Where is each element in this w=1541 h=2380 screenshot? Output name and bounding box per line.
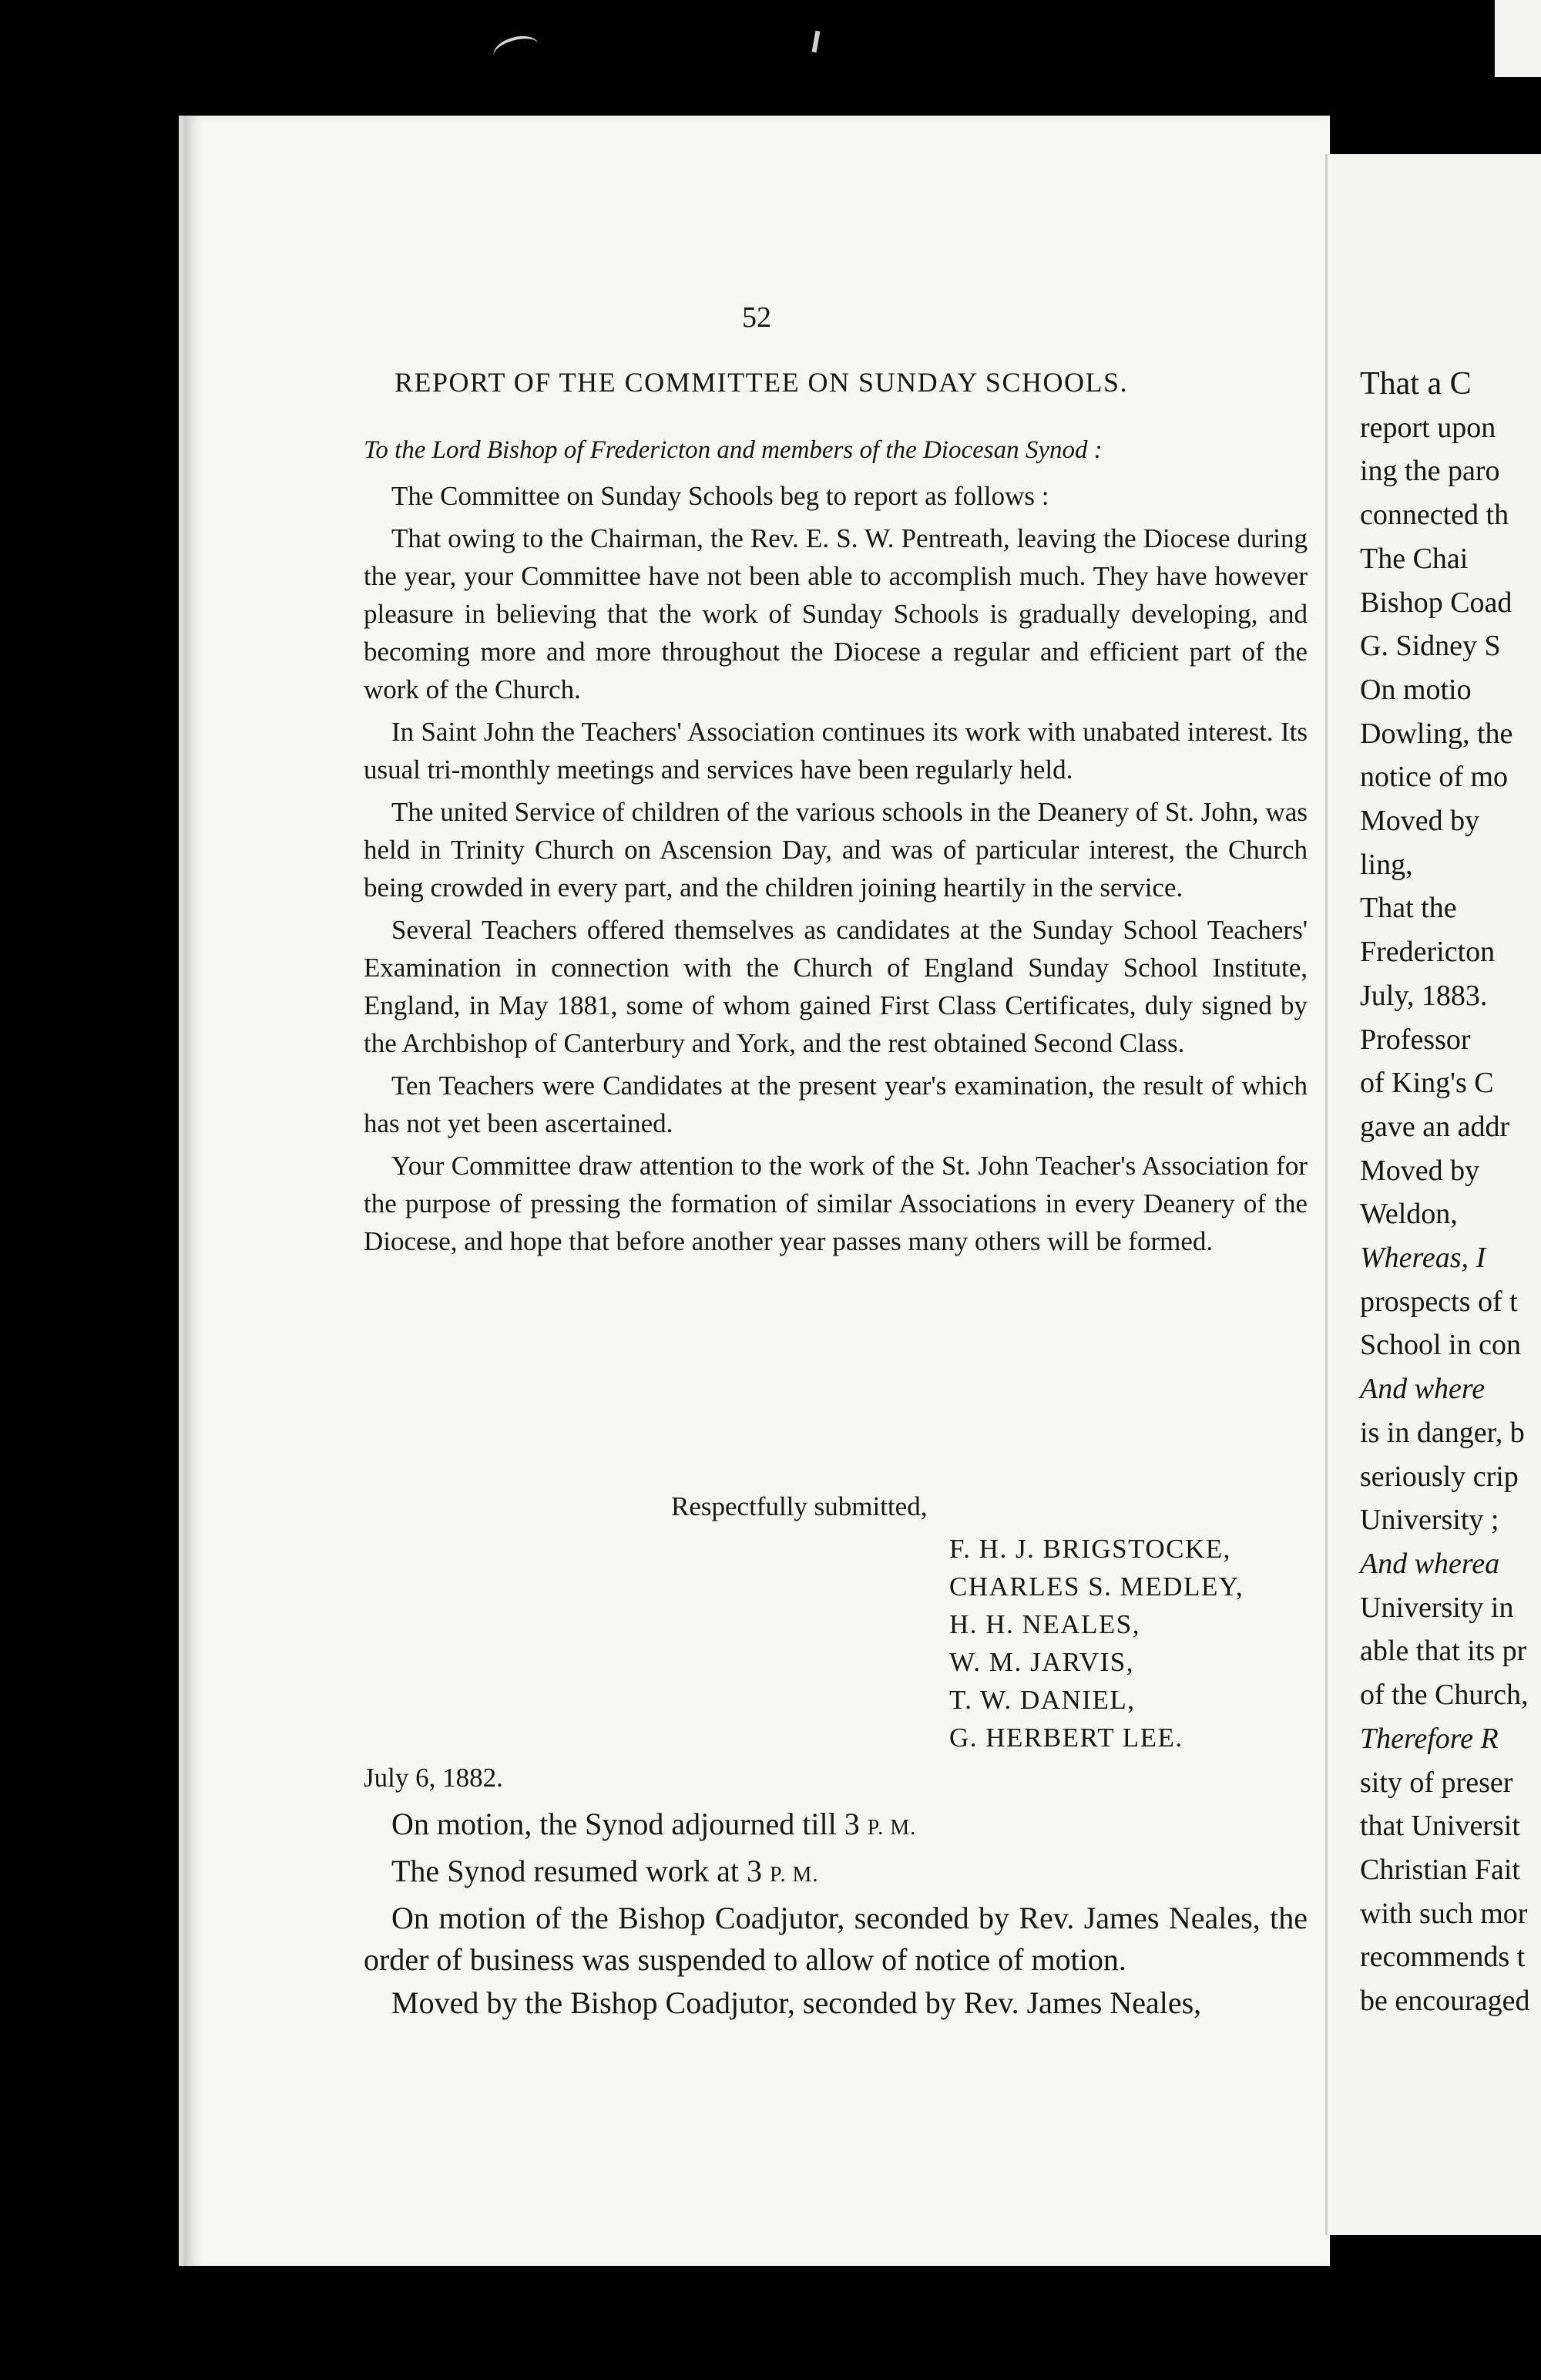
facing-line: notice of mo xyxy=(1360,761,1509,794)
motion-notice: On motion of the Bishop Coadjutor, seconded by Rev. James Neales, the order of business was suspended to allow of notice of motion. xyxy=(364,1901,1308,1977)
scan-tick-mark xyxy=(812,31,821,53)
facing-line: of the Church, xyxy=(1360,1679,1529,1712)
report-heading: REPORT OF THE COMMITTEE ON SUNDAY SCHOOLS. xyxy=(394,367,1128,398)
facing-line: Dowling, the xyxy=(1360,717,1513,750)
adjourn-line xyxy=(364,1803,1308,1849)
facing-line: Weldon, xyxy=(1360,1198,1458,1231)
paragraph-2: That owing to the Chairman, the Rev. E. S. W. Pentreath, leaving the Diocese during the year, your Committee have not been able to accomplish much. They have however pleasure in believing that the work of Sunday Schools is gradually developing, and becoming more and more throughout the Diocese a regular and efficient part of the work of the Church. xyxy=(364,523,1308,704)
corner-paper xyxy=(1495,0,1541,77)
paragraph-7: Your Committee draw attention to the work of the St. John Teacher's Association for the purpose of pressing the formation of similar Associations in every Deanery of the Diocese, and hope that before another year passes many others will be formed. xyxy=(364,1151,1308,1256)
facing-line: report upon xyxy=(1360,411,1496,444)
facing-line: is in danger, b xyxy=(1360,1416,1525,1449)
signer: W. M. JARVIS, xyxy=(949,1647,1135,1677)
facing-line: recommends t xyxy=(1360,1941,1526,1974)
paragraph-6: Ten Teachers were Candidates at the present year's examination, the result of which has not yet been ascertained. xyxy=(364,1071,1308,1138)
resume-text: The Synod resumed work at 3 xyxy=(391,1854,770,1888)
facing-line: Therefore R xyxy=(1360,1722,1499,1755)
adjourn-text: On motion, the Synod adjourned till 3 xyxy=(391,1807,868,1841)
facing-line: prospects of t xyxy=(1360,1285,1518,1318)
facing-page-text xyxy=(1360,362,1541,2023)
signer: F. H. J. BRIGSTOCKE, xyxy=(949,1534,1231,1564)
facing-line: July, 1883. xyxy=(1360,979,1488,1012)
facing-line: On motio xyxy=(1360,673,1472,706)
signers-list xyxy=(949,1530,1244,1756)
address-line: To the Lord Bishop of Fredericton and members of the Diocesan Synod : xyxy=(364,436,1103,464)
facing-line: able that its pr xyxy=(1360,1635,1527,1668)
facing-line: Christian Fait xyxy=(1360,1853,1520,1886)
facing-line: with such mor xyxy=(1360,1897,1528,1930)
paragraph-3: In Saint John the Teachers' Association continues its work with unabated interest. Its usual tri-monthly meetings and services have been regularly held. xyxy=(364,717,1308,785)
facing-line: And where xyxy=(1360,1373,1486,1406)
facing-line: G. Sidney S xyxy=(1360,630,1501,663)
facing-line: University in xyxy=(1360,1591,1514,1624)
report-body xyxy=(364,432,1308,1265)
facing-line: That the xyxy=(1360,892,1457,925)
signer: H. H. NEALES, xyxy=(949,1609,1140,1639)
signoff: Respectfully submitted, xyxy=(671,1491,928,1521)
facing-line: School in con xyxy=(1360,1329,1521,1362)
facing-line: Fredericton xyxy=(1360,936,1496,969)
facing-line: And wherea xyxy=(1360,1547,1500,1580)
facing-line: ling, xyxy=(1360,848,1413,881)
facing-line: ing the paro xyxy=(1360,455,1500,488)
moved-by: Moved by the Bishop Coadjutor, seconded by Rev. James Neales, xyxy=(391,1985,1202,2020)
facing-line: Moved by xyxy=(1360,805,1480,838)
resume-time: P. M. xyxy=(770,1863,819,1887)
facing-line: connected th xyxy=(1360,499,1509,532)
facing-line: gave an addr xyxy=(1360,1110,1510,1143)
facing-line: Bishop Coad xyxy=(1360,586,1512,619)
facing-line: Whereas, I xyxy=(1360,1242,1486,1275)
facing-line: be encouraged xyxy=(1360,1985,1530,2018)
facing-line: That a C xyxy=(1360,366,1472,402)
paragraph-5: Several Teachers offered themselves as candidates at the Sunday School Teachers' Examination in connection with the Church of England Sunday School Institute, England, in May 1881, some of whom gained First Class Certificates, duly signed by the Archbishop of Canterbury and York, and the rest obtained Second Class. xyxy=(364,915,1308,1058)
facing-line: that Universit xyxy=(1360,1810,1520,1843)
facing-line: University ; xyxy=(1360,1504,1499,1537)
synod-minutes xyxy=(364,1803,1308,2025)
signer: CHARLES S. MEDLEY, xyxy=(949,1572,1244,1602)
scan-mark xyxy=(491,32,542,69)
facing-line: of King's C xyxy=(1360,1067,1494,1100)
paragraph-1: The Committee on Sunday Schools beg to report as follows : xyxy=(391,481,1049,511)
facing-line: Moved by xyxy=(1360,1154,1480,1187)
signer: T. W. DANIEL, xyxy=(949,1685,1136,1715)
facing-line: sity of preser xyxy=(1360,1766,1513,1799)
report-date: July 6, 1882. xyxy=(364,1763,503,1793)
signer: G. HERBERT LEE. xyxy=(949,1723,1183,1753)
facing-line: seriously crip xyxy=(1360,1460,1519,1493)
resume-line xyxy=(364,1851,1308,1896)
paragraph-4: The united Service of children of the various schools in the Deanery of St. John, was held in Trinity Church on Ascension Day, and was of particular interest, the Church being crowded in every part, and the children joining heartily in the service. xyxy=(364,797,1308,903)
page-number: 52 xyxy=(742,301,771,334)
facing-line: Professor xyxy=(1360,1023,1471,1056)
facing-line: The Chai xyxy=(1360,542,1469,575)
adjourn-time: P. M. xyxy=(867,1816,917,1840)
